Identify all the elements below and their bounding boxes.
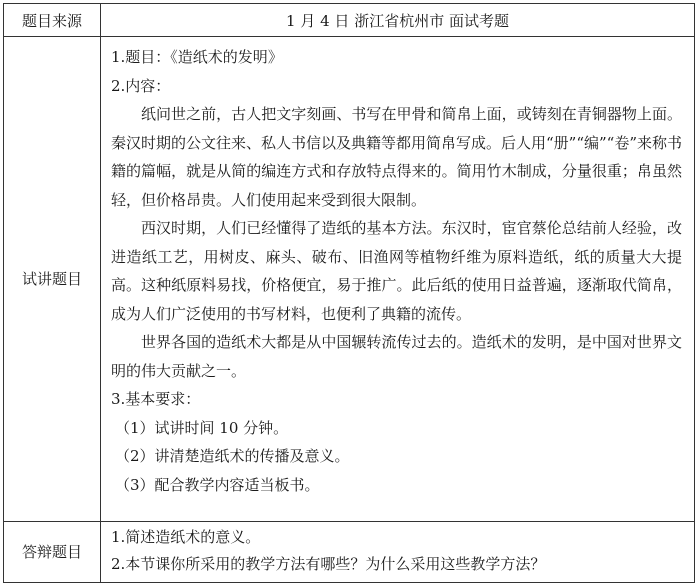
exam-table	[3, 3, 695, 583]
content-heading: 2.内容：	[111, 76, 171, 95]
defense-question: 1.简述造纸术的意义。	[111, 527, 261, 546]
source-label: 题目来源	[4, 4, 101, 37]
content-paragraph: 西汉时期，人们已经懂得了造纸的基本方法。东汉时，宦官蔡伦总结前人经验，改进造纸工艺，用树皮、麻头、破布、旧渔网等植物纤维为原料造纸，纸的质量大大提高。这种纸原料易找，价格便宜，易于推广。此后纸的使用日益普遍，逐渐取代简帛，成为人们广泛使用的书写材料，也便利了典籍的流传。	[111, 219, 682, 323]
lecture-row	[4, 37, 695, 522]
defense-question: 2.本节课你所采用的教学方法有哪些？为什么采用这些教学方法？	[111, 554, 546, 573]
requirement-item: （3）配合教学内容适当板书。	[115, 475, 320, 494]
lecture-label: 试讲题目	[4, 37, 101, 522]
defense-content	[101, 521, 695, 582]
lecture-title: 1.题目：《造纸术的发明》	[111, 48, 283, 66]
content-paragraph: 纸问世之前，古人把文字刻画、书写在甲骨和简帛上面，或铸刻在青铜器物上面。秦汉时期的公文往来、私人书信以及典籍等都用简帛写成。后人用“册”“编”“卷”来称书籍的篇幅，就是从简的编连方式和存放特点得来的。简用竹木制成，分量很重；帛虽然轻，但价格昂贵。人们使用起来受到很大限制。	[111, 105, 683, 209]
requirements-heading: 3.基本要求：	[111, 390, 201, 408]
header-row	[4, 4, 695, 37]
defense-label: 答辩题目	[4, 521, 101, 582]
requirement-item: （1）试讲时间 10 分钟。	[115, 418, 289, 437]
requirement-item: （2）讲清楚造纸术的传播及意义。	[115, 447, 350, 465]
defense-row	[4, 521, 695, 582]
lecture-content	[101, 37, 695, 522]
source-value: 1 月 4 日 浙江省杭州市 面试考题	[101, 4, 695, 37]
content-paragraph: 世界各国的造纸术大都是从中国辗转流传过去的。造纸术的发明，是中国对世界文明的伟大贡献之一。	[111, 333, 682, 380]
